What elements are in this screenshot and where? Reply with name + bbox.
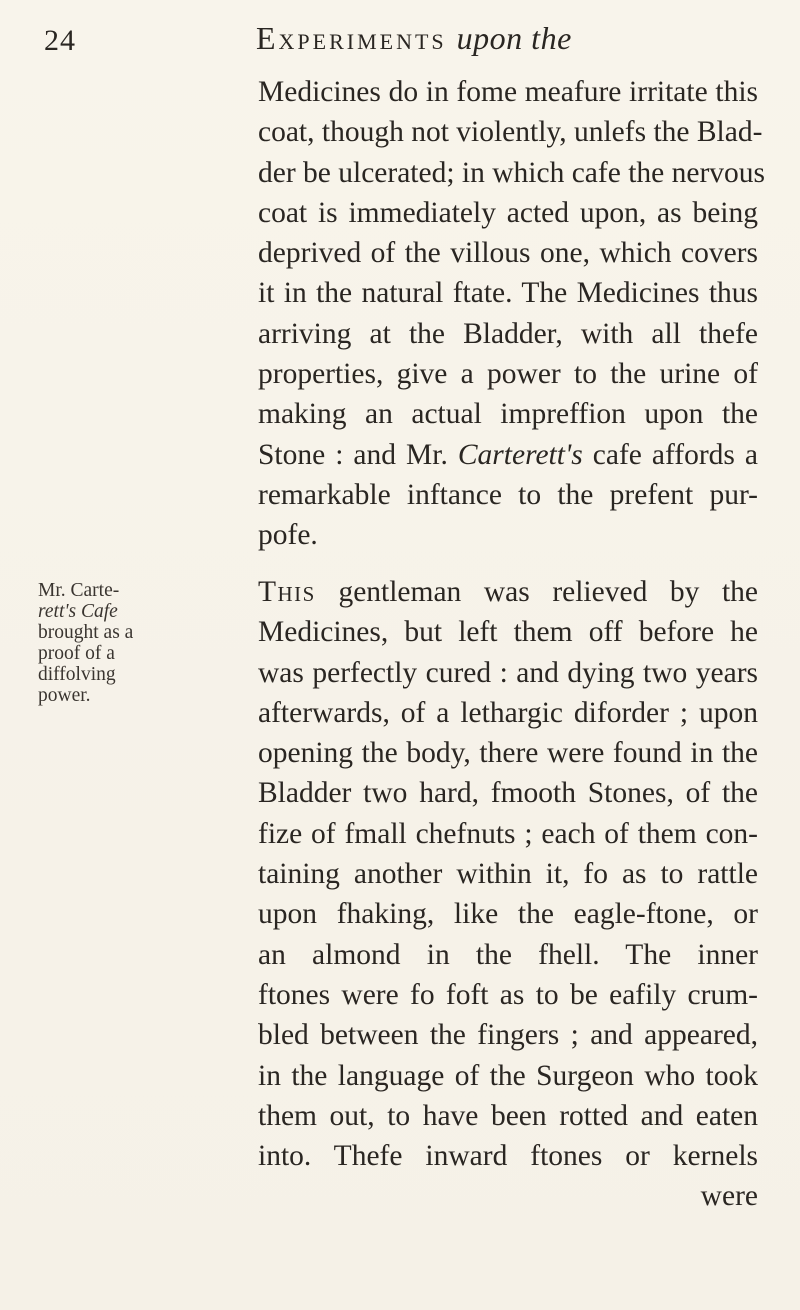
page-number: 24 <box>44 24 76 57</box>
text-line: an almond in the fhell. The inner <box>258 938 758 971</box>
text-line: into. Thefe inward ftones or kernels <box>258 1140 758 1173</box>
margin-note-line <box>38 601 198 622</box>
text-segment: cafe affords a <box>592 438 759 471</box>
text-line: Bladder two hard, fmooth Stones, of the <box>258 777 758 810</box>
text-line: opening the body, there were found in the <box>258 737 758 770</box>
name-carterett: Carterett's <box>457 438 583 471</box>
margin-note-text: rett's Cafe <box>38 601 118 622</box>
text-line: was perfectly cured : and dying two years <box>258 656 758 689</box>
text-line: upon fhaking, like the eagle-ftone, or <box>258 898 758 931</box>
margin-note-line: power. <box>38 685 91 706</box>
running-head-caps: Experiments <box>256 20 447 56</box>
text-segment: Stone : and Mr. <box>258 438 448 471</box>
text-line: coat is immediately acted upon, as being <box>258 196 758 229</box>
margin-note-line: brought as a <box>38 622 134 643</box>
text-line: Medicines, but left them off before he <box>258 616 758 649</box>
paragraph-1 <box>258 72 766 556</box>
text-line: Medicines do in fome meafure irritate this <box>258 76 758 108</box>
margin-note-line: diffolving <box>38 664 116 685</box>
text-line: remarkable inftance to the prefent pur- <box>258 478 758 511</box>
margin-note-line: proof of a <box>38 643 115 664</box>
margin-note-text: Mr. Carte- <box>38 580 120 601</box>
paragraph-2 <box>258 572 758 1217</box>
margin-note-line <box>38 580 198 601</box>
margin-note <box>38 580 198 706</box>
text-line: fize of fmall chefnuts ; each of them con- <box>258 817 758 850</box>
text-line: it in the natural ftate. The Medicines thus <box>258 277 758 310</box>
text-line: taining another within it, fo as to rattle <box>258 858 758 891</box>
text-line-mixed <box>258 435 758 475</box>
running-head-italic: upon the <box>456 20 572 56</box>
text-line: bled between the fingers ; and appeared, <box>258 1019 758 1052</box>
text-segment: gentleman was relieved by the <box>338 576 758 608</box>
text-line: arriving at the Bladder, with all thefe <box>258 317 758 350</box>
text-line: pofe. <box>258 519 318 552</box>
text-line: afterwards, of a lethargic diforder ; upon <box>258 696 758 729</box>
text-line: ftones were fo foft as to be eafily crum- <box>258 978 758 1011</box>
text-line: them out, to have been rotted and eaten <box>258 1099 758 1132</box>
text-line: making an actual impreffion upon the <box>258 398 758 431</box>
text-line-lead <box>258 572 758 612</box>
text-line: properties, give a power to the urine of <box>258 358 758 391</box>
catchword: were <box>700 1180 758 1213</box>
text-line: coat, though not violently, unlefs the Blad- <box>258 116 763 149</box>
paragraph-lead: This <box>258 576 316 608</box>
text-line: der be ulcerated; in which cafe the nervous <box>258 156 766 189</box>
text-line: in the language of the Surgeon who took <box>258 1059 758 1092</box>
running-head <box>256 20 572 57</box>
text-line: deprived of the villous one, which covers <box>258 237 758 270</box>
